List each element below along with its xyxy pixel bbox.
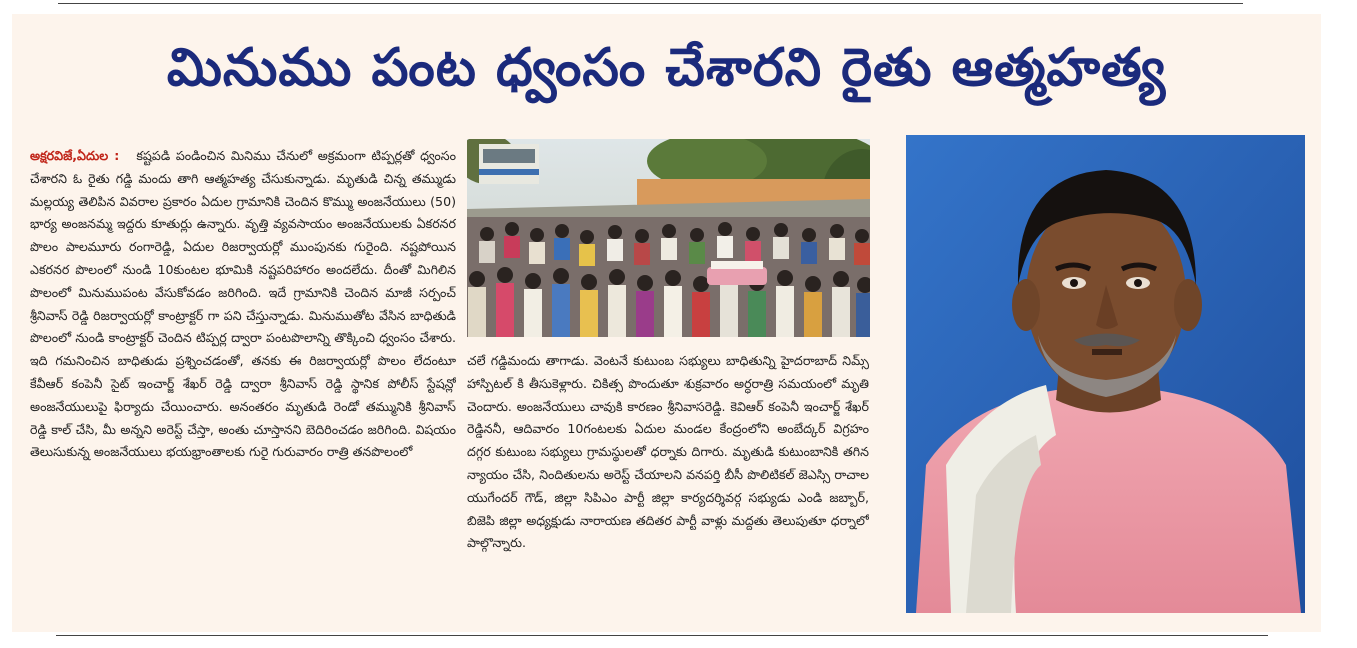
headline: మినుము పంట ధ్వంసం చేశారని రైతు ఆత్మహత్య bbox=[166, 38, 1167, 98]
news-clipping bbox=[12, 14, 1321, 632]
top-rule bbox=[58, 3, 1243, 4]
dateline: అక్షరవిజే,ఏదుల : bbox=[30, 148, 120, 163]
protest-crowd-photo bbox=[467, 139, 870, 337]
left-column bbox=[30, 145, 456, 625]
farmer-portrait-photo bbox=[906, 135, 1305, 613]
middle-column-body: చలే గడ్డిమందు తాగాడు. వెంటనే కుటుంబ సభ్యులు బాధితున్ని హైదరాబాద్ నిమ్స్ హాస్పిటల్ కి తీసుకెళ్లారు. చికిత్స పొందుతూ శుక్రవారం అర్ధరాత్రి సమయంలో మృతి చెందారు. అంజనేయులు చావుకి కారణం శ్రీనివాసరెడ్డి. కెవిఆర్ కంపెనీ ఇంచార్జ్ శేఖర్ రెడ్డిననీ, ఆదివారం 10గంటలకు ఏదుల మండల కేంద్రంలోని అంబేద్కర్ విగ్రహం దగ్గర కుటుంబ సభ్యులు గ్రామస్థులతో ధర్నాకు దిగారు. మృతుడి కుటుంబానికి తగిన న్యాయం చేసి, నిందితులను అరెస్ట్ చేయాలని వనపర్తి బీసీ పొలిటికల్ జెఎస్సి రాచాల యుగేందర్ గౌడ్, జిల్లా సిపిఎం పార్టీ జిల్లా కార్యదర్శివర్గ సభ్యుడు ఎండి జబ్బార్, బిజెపి జిల్లా అధ్యక్షుడు నారాయణ తదితర పార్టీ వాళ్లు మద్దతు తెలుపుతూ ధర్నాలో పాల్గొన్నారు. bbox=[467, 353, 869, 551]
left-column-body: కష్టపడి పండించిన మినిము చేనులో అక్రమంగా టిప్పర్లతో ధ్వంసం చేశారని ఓ రైతు గడ్డి మందు తాగి ఆత్మహత్య చేసుకున్నాడు. మృతుడి చిన్న తమ్ముడు మల్లయ్య తెలిపిన వివరాల ప్రకారం ఏదుల గ్రామానికి చెందిన కొమ్ము అంజనేయులు (50) భార్య అంజనమ్మ ఇద్దరు కూతుర్లు ఉన్నారు. వృత్తి వ్యవసాయం అంజనేయులకు ఏకరనర పొలం పాలమూరు రంగారెడ్డి, ఏదుల రిజర్వాయర్లో ముంపునకు గురైంది. నష్టపోయిన ఎకరనర పొలంలో నుండి 10కుంటల భూమికి నష్టపరిహారం అందలేదు. దీంతో మిగిలిన పొలంలో మినుముపంట వేసుకోవడం జరిగింది. ఇదే గ్రామానికి చెందిన మాజీ సర్పంచ్ శ్రీనివాస్ రెడ్డి రిజర్వాయర్లో కాంట్రాక్టర్ గా పని చేస్తున్నాడు. మినుముతోట వేసిన బాధితుడి పొలంలో నుండి కాంట్రాక్టర్ చెందిన టిప్పర్ల ద్వారా పంటపొలాన్ని తొక్కించి ధ్వంసం చేశారు. ఇది గమనించిన బాధితుడు ప్రశ్నించడంతో, తనకు ఈ రిజర్వాయర్లో పొలం లేదంటూ కేవీఆర్ కంపెనీ సైట్ ఇంచార్జ్ శేఖర్ రెడ్డి ద్వారా శ్రీనివాస్ రెడ్డి స్థానిక పోలీస్ స్టేషన్లో అంజనేయులుపై ఫిర్యాదు చేయించారు. అనంతరం మృతుడి రెండో తమ్మునికి శ్రీనివాస్ రెడ్డి కాల్ చేసి, మీ అన్నని అరెస్ట్ చేస్తా, అంతు చూస్తానని బెదిరించడం జరిగింది. విషయం తెలుసుకున్న అంజనేయులు భయభ్రాంతాలకు గురై గురువారం రాత్రి తనపొలంలో bbox=[30, 148, 456, 460]
middle-column bbox=[467, 350, 869, 620]
bottom-rule bbox=[56, 635, 1268, 636]
